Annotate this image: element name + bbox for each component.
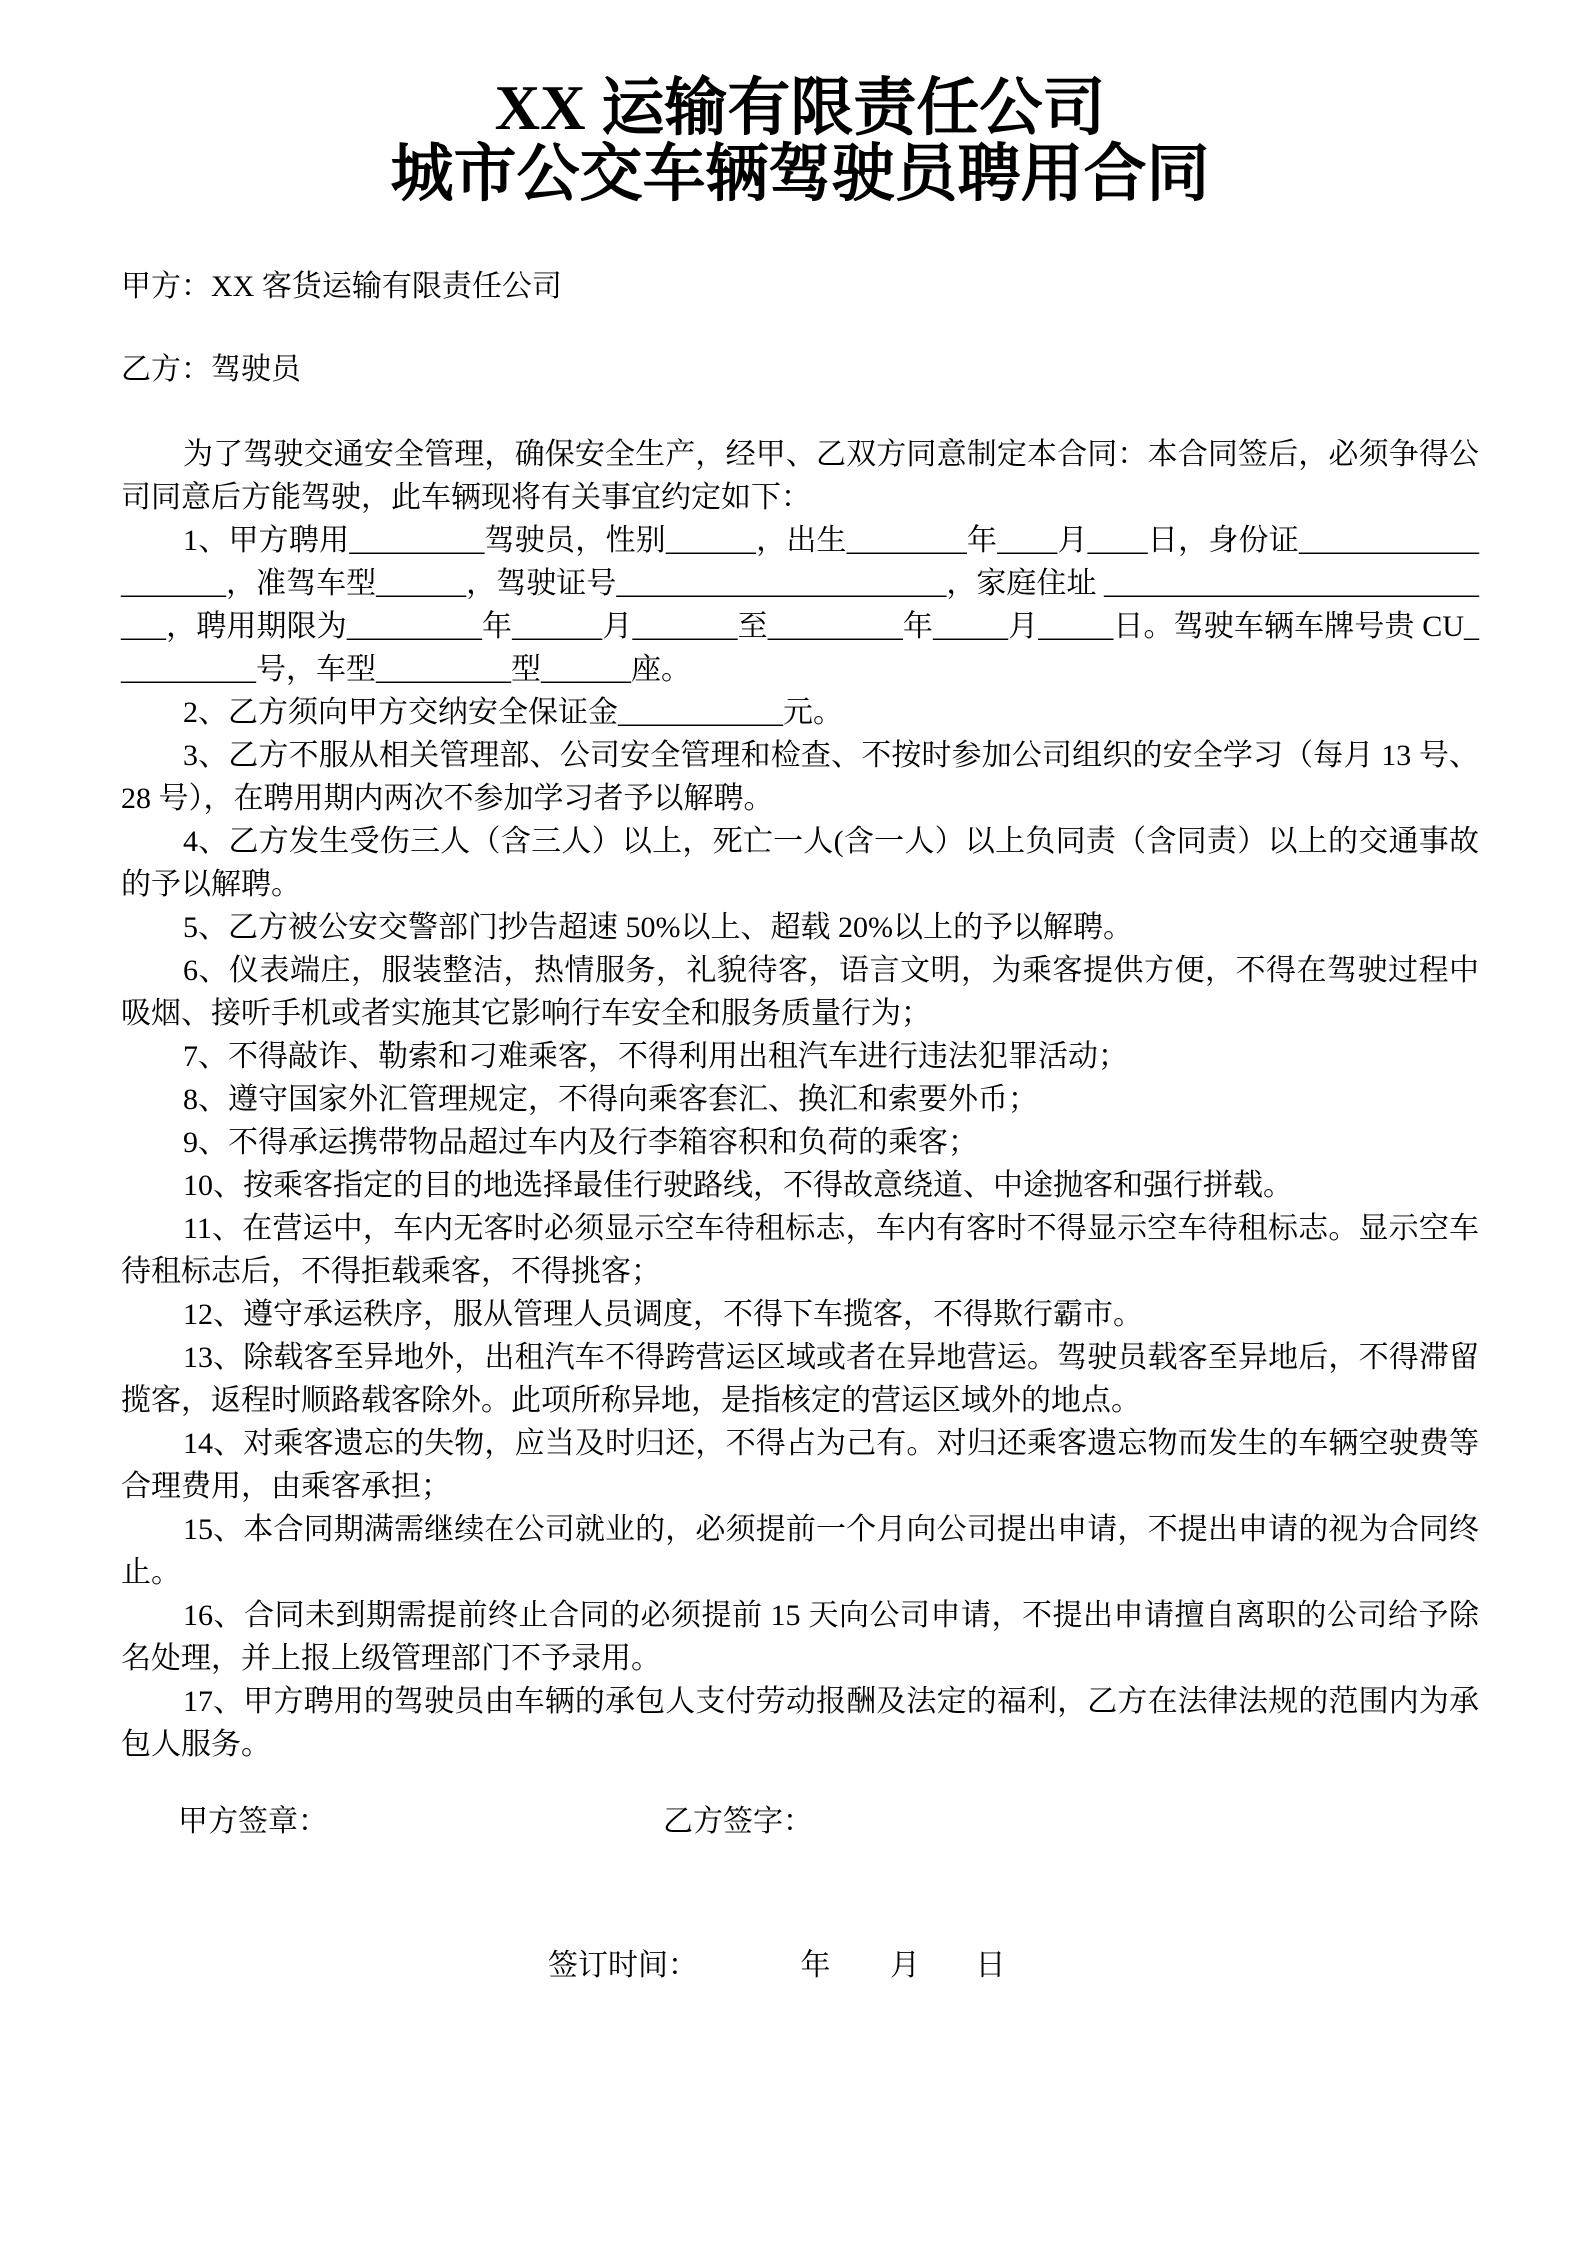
party-a-signature-label: 甲方签章： bbox=[178, 1805, 328, 1838]
document-title-line1: XX 运输有限责任公司 bbox=[494, 73, 1106, 143]
contract-item: 15、本合同期满需继续在公司就业的，必须提前一个月向公司提出申请，不提出申请的视为合同终止。 bbox=[121, 1513, 1479, 1589]
contract-item: 14、对乘客遗忘的失物，应当及时归还，不得占为己有。对归还乘客遗忘物而发生的车辆空驶费等合理费用，由乘客承担； bbox=[121, 1427, 1479, 1503]
contract-item: 9、不得承运携带物品超过车内及行李箱容积和负荷的乘客； bbox=[183, 1126, 978, 1159]
contract-item: 2、乙方须向甲方交纳安全保证金___________元。 bbox=[183, 696, 843, 729]
sign-date-month-label: 月 bbox=[890, 1949, 920, 1982]
contract-item: 8、遵守国家外汇管理规定，不得向乘客套汇、换汇和索要外币； bbox=[183, 1083, 1038, 1116]
contract-item: 17、甲方聘用的驾驶员由车辆的承包人支付劳动报酬及法定的福利，乙方在法律法规的范围内为承包人服务。 bbox=[121, 1685, 1479, 1761]
sign-date-year-label: 年 bbox=[800, 1949, 831, 1982]
sign-date-label: 签订时间： bbox=[548, 1949, 698, 1982]
contract-item: 1、甲方聘用_________驾驶员，性别______，出生________年____月____日，身份证___________________，准驾车型______，驾驶证号______________________，家庭住址 ____________________________，聘用期限为_________年______月_______至_________年_____月_____日。驾驶车辆车牌号贵 CU__________号，车型_________型______座。 bbox=[121, 524, 1479, 686]
contract-item: 10、按乘客指定的目的地选择最佳行驶路线，不得故意绕道、中途抛客和强行拼载。 bbox=[183, 1169, 1293, 1202]
party-a-line: 甲方：XX 客货运输有限责任公司 bbox=[121, 270, 562, 303]
sign-date-day-label: 日 bbox=[975, 1949, 1006, 1982]
sign-date-row bbox=[121, 1944, 1479, 1987]
signature-row bbox=[121, 1796, 1479, 1839]
contract-body bbox=[121, 433, 1479, 1766]
contract-item: 5、乙方被公安交警部门抄告超速 50%以上、超载 20%以上的予以解聘。 bbox=[183, 911, 1133, 944]
contract-item: 6、仪表端庄，服装整洁，热情服务，礼貌待客，语言文明，为乘客提供方便，不得在驾驶过程中吸烟、接听手机或者实施其它影响行车安全和服务质量行为； bbox=[121, 954, 1479, 1030]
contract-item: 11、在营运中，车内无客时必须显示空车待租标志，车内有客时不得显示空车待租标志。显示空车待租标志后，不得拒载乘客，不得挑客； bbox=[121, 1212, 1479, 1288]
party-b-line: 乙方：驾驶员 bbox=[121, 353, 301, 386]
contract-item: 12、遵守承运秩序，服从管理人员调度，不得下车揽客，不得欺行霸市。 bbox=[183, 1298, 1143, 1331]
contract-item: 3、乙方不服从相关管理部、公司安全管理和检查、不按时参加公司组织的安全学习（每月 13 号、28 号），在聘用期内两次不参加学习者予以解聘。 bbox=[121, 739, 1479, 815]
contract-item: 13、除载客至异地外，出租汽车不得跨营运区域或者在异地营运。驾驶员载客至异地后，不得滞留揽客，返程时顺路载客除外。此项所称异地，是指核定的营运区域外的地点。 bbox=[121, 1341, 1479, 1417]
contract-item: 4、乙方发生受伤三人（含三人）以上，死亡一人(含一人）以上负同责（含同责）以上的交通事故的予以解聘。 bbox=[121, 825, 1479, 901]
document-title-line2: 城市公交车辆驾驶员聘用合同 bbox=[390, 139, 1210, 209]
contract-item: 16、合同未到期需提前终止合同的必须提前 15 天向公司申请，不提出申请擅自离职的公司给予除名处理，并上报上级管理部门不予录用。 bbox=[121, 1599, 1479, 1675]
intro-paragraph: 为了驾驶交通安全管理，确保安全生产，经甲、乙双方同意制定本合同：本合同签后，必须争得公司同意后方能驾驶，此车辆现将有关事宜约定如下： bbox=[121, 438, 1479, 514]
party-b-signature-label: 乙方签字： bbox=[663, 1805, 813, 1838]
contract-item: 7、不得敲诈、勒索和刁难乘客，不得利用出租汽车进行违法犯罪活动； bbox=[183, 1040, 1128, 1073]
